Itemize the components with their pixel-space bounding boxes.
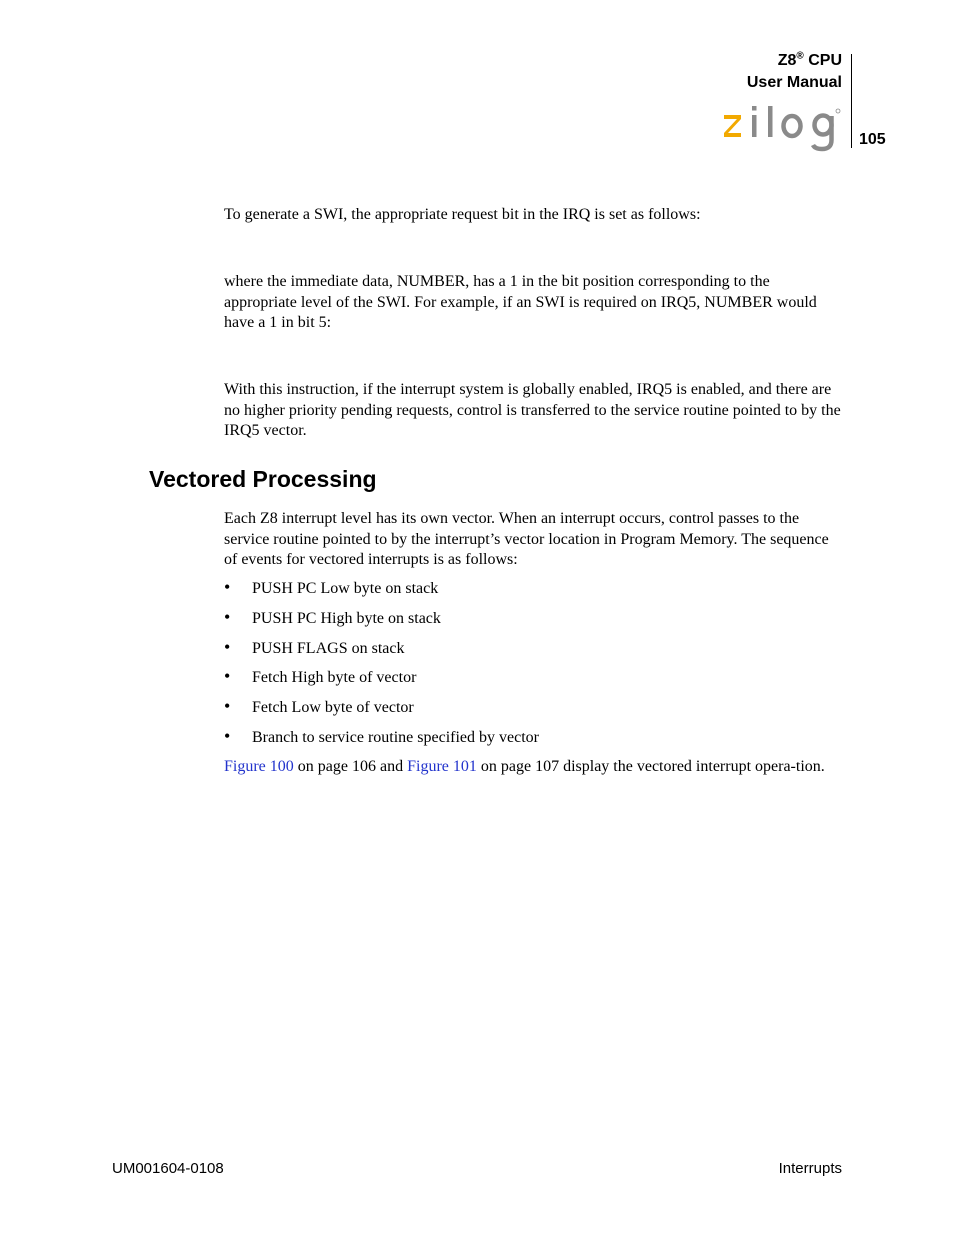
figure-reference-text-end: on page 107 display the vectored interrupt opera-tion. xyxy=(476,758,825,775)
logo-i-letter xyxy=(752,106,757,137)
list-item xyxy=(224,606,539,639)
list-item-text: Fetch High byte of vector xyxy=(252,669,417,687)
list-item xyxy=(224,668,539,698)
paragraph-immediate-data: where the immediate data, NUMBER, has a 1 in the bit position corresponding to the appropriate level of the SWI. For example, if an SWI is required on IRQ5, NUMBER would have a 1 in bit 5: xyxy=(224,273,817,331)
list-item-text: PUSH PC High byte on stack xyxy=(252,609,441,627)
bullet-icon: • xyxy=(224,577,231,597)
figure-101-link[interactable]: Figure 101 xyxy=(407,758,477,775)
list-item xyxy=(224,579,539,609)
page-number: 105 xyxy=(859,131,886,148)
registered-mark: ® xyxy=(796,50,804,62)
list-item xyxy=(224,725,539,758)
bullet-icon: • xyxy=(224,606,231,627)
bullet-icon: • xyxy=(224,666,231,687)
figure-100-link[interactable]: Figure 100 xyxy=(224,758,294,775)
list-item-text: PUSH PC Low byte on stack xyxy=(252,580,439,597)
document-title xyxy=(747,50,842,94)
bullet-icon: • xyxy=(224,636,231,657)
list-item-text: Branch to service routine specified by vector xyxy=(252,728,539,746)
bullet-icon: • xyxy=(224,696,231,717)
footer-doc-number: UM001604-0108 xyxy=(112,1160,224,1177)
section-heading: Vectored Processing xyxy=(149,466,377,492)
list-item-text: PUSH FLAGS on stack xyxy=(252,639,405,657)
zilog-logo xyxy=(720,104,844,152)
product-name: Z8 xyxy=(777,52,797,69)
logo-l-letter xyxy=(768,106,773,137)
vectored-event-list xyxy=(224,579,539,758)
logo-z-letter xyxy=(724,115,741,137)
logo-g-letter xyxy=(813,116,832,150)
paragraph-vector-intro: Each Z8 interrupt level has its own vector. When an interrupt occurs, control passes to the service routine pointed to by the interrupt’s vector location in Program Memory. The sequence of events for vectored interrupts is as follows: xyxy=(224,510,829,568)
product-suffix: CPU xyxy=(803,52,842,69)
figure-reference-text: on page 106 and xyxy=(293,758,408,775)
paragraph-instruction-result: With this instruction, if the interrupt system is globally enabled, IRQ5 is enabled, and there are no higher priority pending requests, control is transferred to the service routine pointed to by the IRQ5 vector. xyxy=(224,381,841,439)
logo-o-letter xyxy=(784,116,801,136)
footer-section: Interrupts xyxy=(778,1160,842,1177)
list-item xyxy=(224,698,539,728)
manual-subtitle: User Manual xyxy=(746,74,842,91)
header-divider xyxy=(851,54,852,148)
list-item-text: Fetch Low byte of vector xyxy=(252,699,414,717)
bullet-icon: • xyxy=(224,725,231,746)
product-title xyxy=(747,50,842,72)
paragraph-swi-generation: To generate a SWI, the appropriate request bit in the IRQ is set as follows: xyxy=(224,206,701,223)
list-item xyxy=(224,636,539,669)
paragraph-figure-reference xyxy=(224,757,844,778)
